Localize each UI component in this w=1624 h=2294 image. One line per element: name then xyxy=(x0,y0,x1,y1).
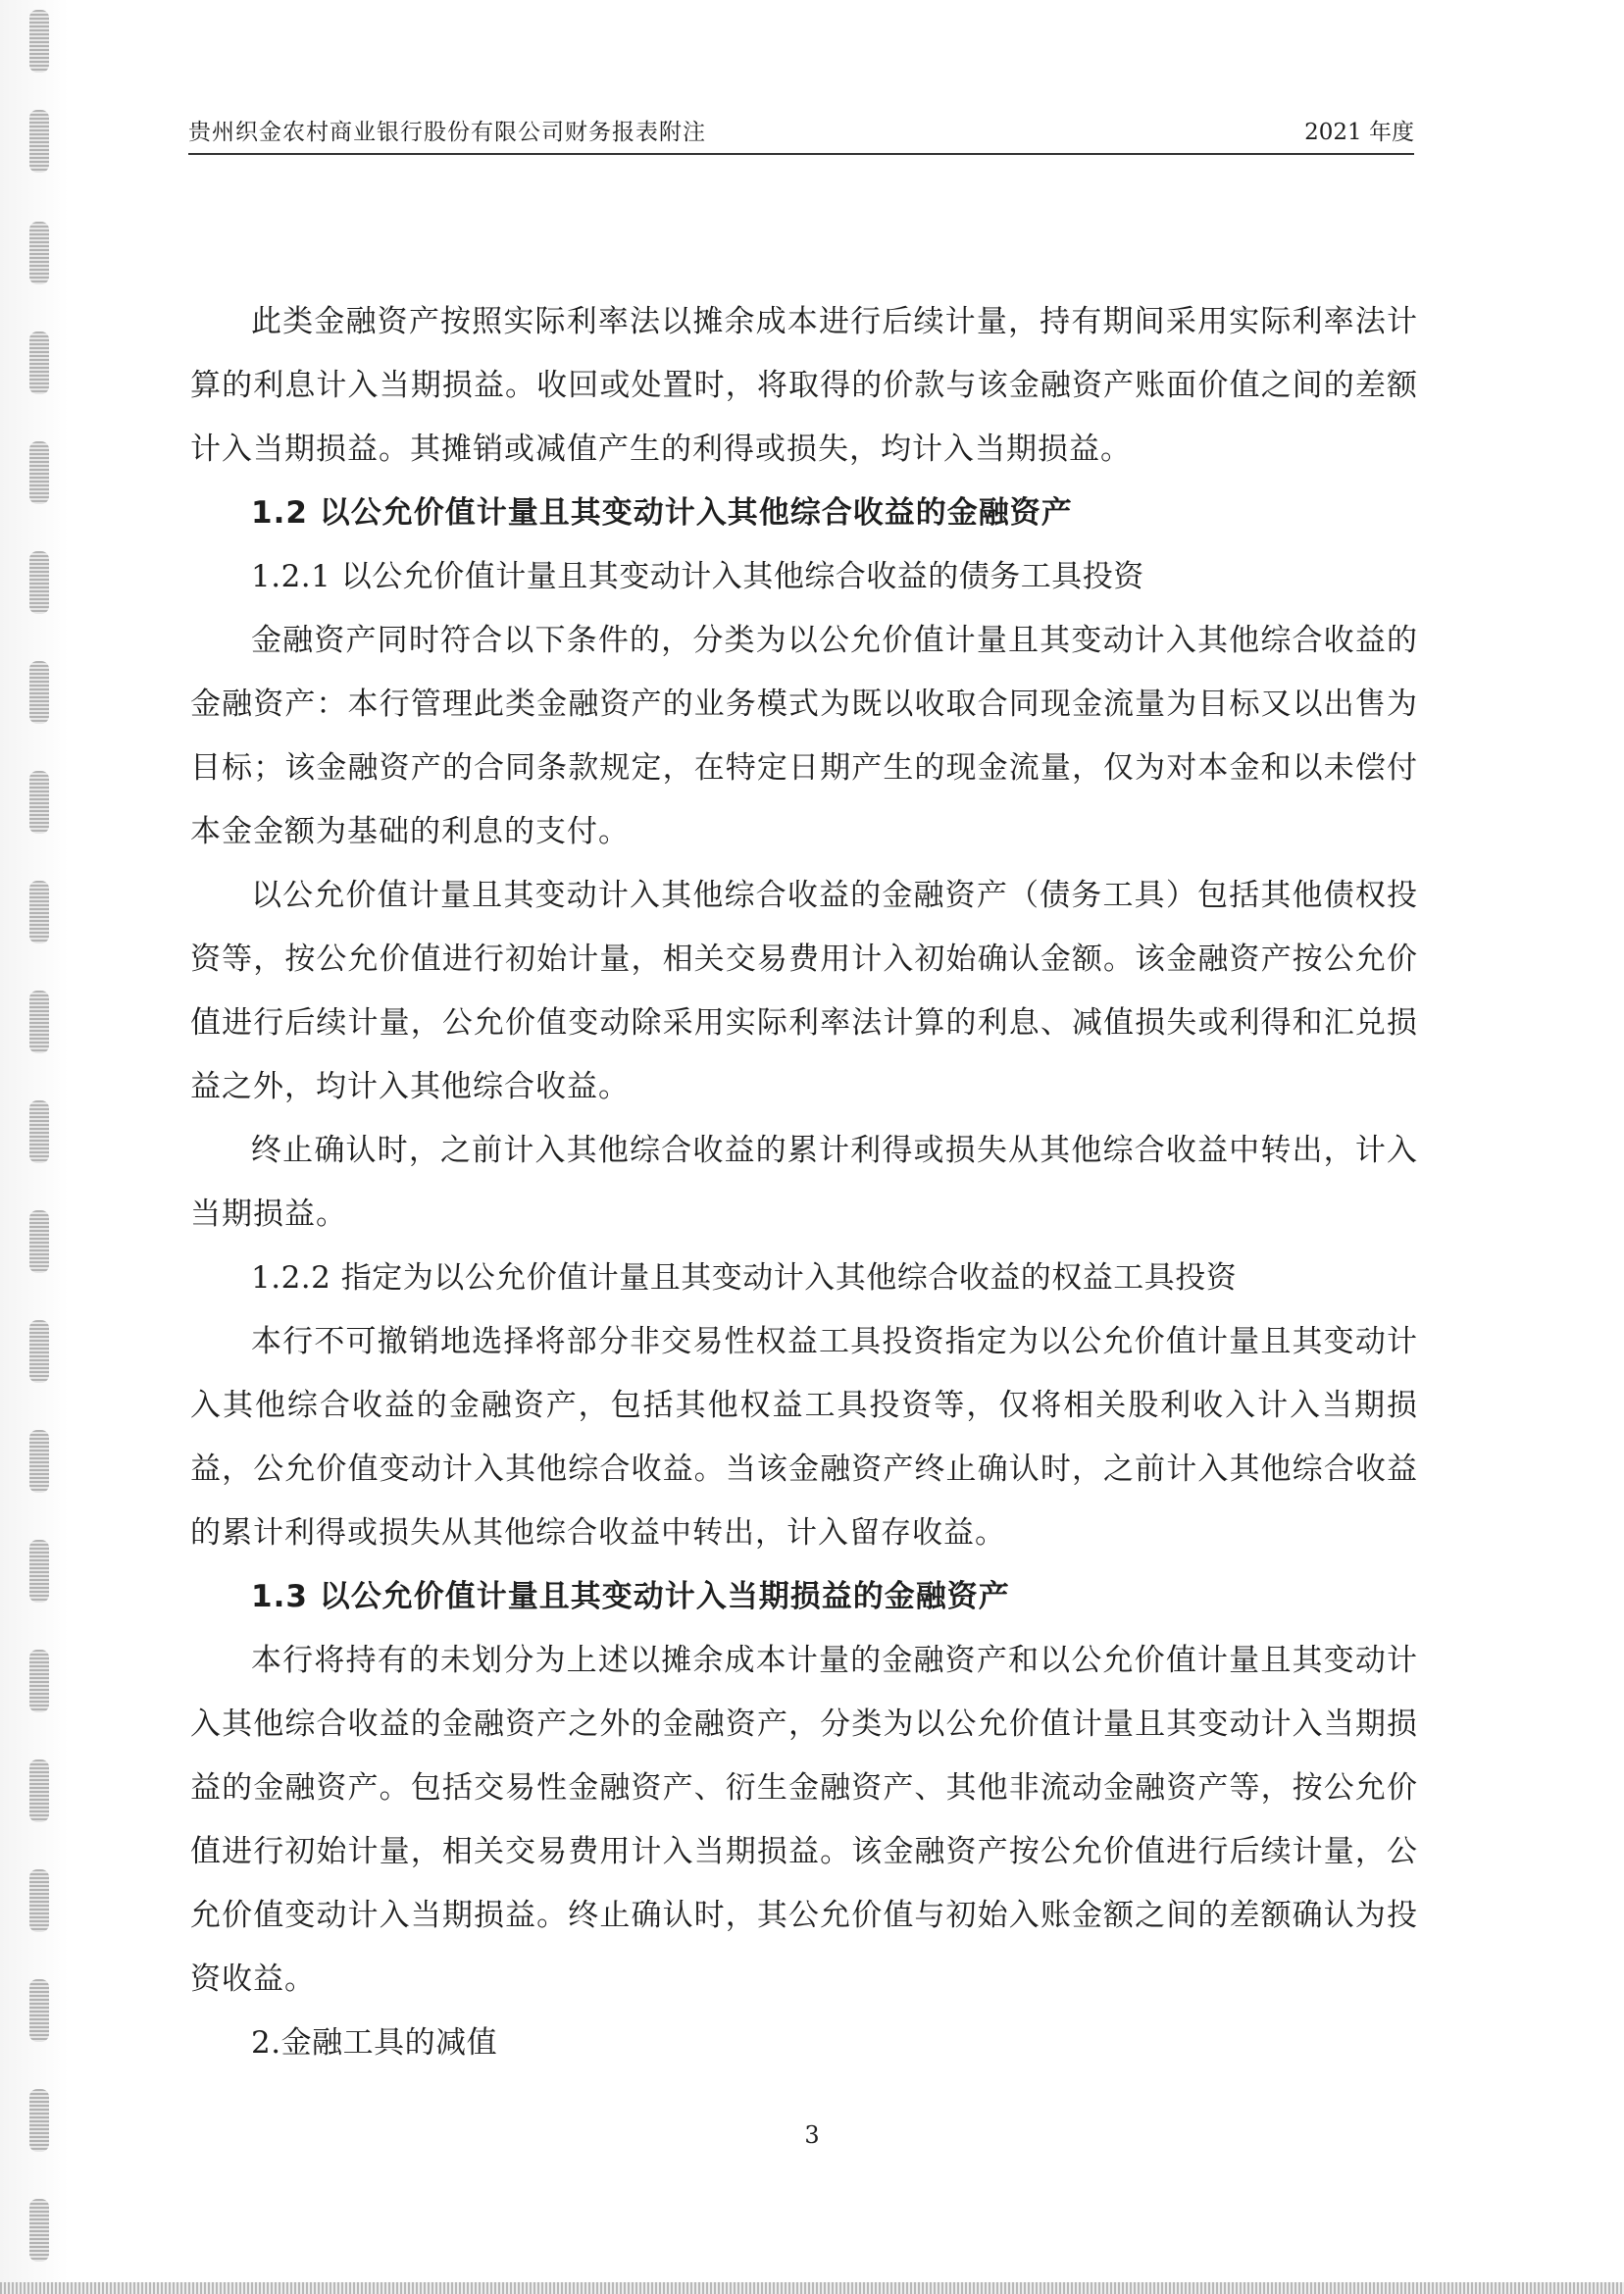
section-heading-1-3: 1.3 以公允价值计量且其变动计入当期损益的金融资产 xyxy=(251,1579,1010,1614)
document-body xyxy=(190,290,1418,2075)
paragraph-fvtpl: 本行将持有的未划分为上述以摊余成本计量的金融资产和以公允价值计量且其变动计入其他综合收益的金融资产之外的金融资产，分类为以公允价值计量且其变动计入当期损益的金融资产。包括交易性金融资产、衍生金融资产、其他非流动金融资产等，按公允价值进行初始计量，相关交易费用计入当期损益。该金融资产按公允价值进行后续计量，公允价值变动计入当期损益。终止确认时，其公允价值与初始入账金额之间的差额确认为投资收益。 xyxy=(190,1643,1418,1997)
binding-hole-decoration xyxy=(29,771,49,834)
binding-hole-decoration xyxy=(29,1650,49,1712)
binding-hole-decoration xyxy=(29,222,49,284)
binding-hole-decoration xyxy=(29,1100,49,1163)
document-title: 贵州织金农村商业银行股份有限公司财务报表附注 xyxy=(188,120,706,145)
binding-hole-decoration xyxy=(29,1540,49,1603)
paragraph-fvoci-debt-measurement: 以公允价值计量且其变动计入其他综合收益的金融资产（债务工具）包括其他债权投资等，按公允价值进行初始计量，相关交易费用计入初始确认金额。该金融资产按公允价值进行后续计量，公允价值变动除采用实际利率法计算的利息、减值损失或利得和汇兑损益之外，均计入其他综合收益。 xyxy=(190,878,1418,1104)
page-header xyxy=(188,114,1414,155)
paragraph-fvoci-classification: 金融资产同时符合以下条件的，分类为以公允价值计量且其变动计入其他综合收益的金融资产：本行管理此类金融资产的业务模式为既以收取合同现金流量为目标又以出售为目标；该金融资产的合同条款规定，在特定日期产生的现金流量，仅为对本金和以未偿付本金金额为基础的利息的支付。 xyxy=(190,623,1418,849)
page-number: 3 xyxy=(804,2121,820,2149)
binding-hole-decoration xyxy=(29,10,49,73)
binding-hole-decoration xyxy=(29,991,49,1053)
binding-hole-decoration xyxy=(29,1979,49,2042)
paragraph-amortized-cost-measurement: 此类金融资产按照实际利率法以摊余成本进行后续计量，持有期间采用实际利率法计算的利息计入当期损益。收回或处置时，将取得的价款与该金融资产账面价值之间的差额计入当期损益。其摊销或减值产生的利得或损失，均计入当期损益。 xyxy=(190,304,1418,467)
section-heading-1-2-1: 1.2.1 以公允价值计量且其变动计入其他综合收益的债务工具投资 xyxy=(251,559,1144,594)
paragraph-fvoci-equity: 本行不可撤销地选择将部分非交易性权益工具投资指定为以公允价值计量且其变动计入其他综合收益的金融资产，包括其他权益工具投资等，仅将相关股利收入计入当期损益，公允价值变动计入其他综合收益。当该金融资产终止确认时，之前计入其他综合收益的累计利得或损失从其他综合收益中转出，计入留存收益。 xyxy=(190,1324,1418,1551)
binding-hole-decoration xyxy=(29,110,49,173)
binding-hole-decoration xyxy=(29,1320,49,1383)
binding-hole-decoration xyxy=(29,1759,49,1822)
section-heading-2: 2.金融工具的减值 xyxy=(251,2025,498,2061)
section-heading-1-2: 1.2 以公允价值计量且其变动计入其他综合收益的金融资产 xyxy=(251,495,1073,531)
binding-hole-decoration xyxy=(29,661,49,724)
binding-hole-decoration xyxy=(29,881,49,943)
report-year: 2021 年度 xyxy=(1304,120,1414,145)
paragraph-derecognition: 终止确认时，之前计入其他综合收益的累计利得或损失从其他综合收益中转出，计入当期损益。 xyxy=(190,1133,1418,1232)
binding-hole-decoration xyxy=(29,441,49,504)
binding-hole-decoration xyxy=(29,1210,49,1273)
binding-hole-decoration xyxy=(29,331,49,394)
binding-hole-decoration xyxy=(29,2199,49,2262)
scan-bottom-edge xyxy=(0,2282,1624,2294)
section-heading-1-2-2: 1.2.2 指定为以公允价值计量且其变动计入其他综合收益的权益工具投资 xyxy=(251,1260,1238,1296)
binding-hole-decoration xyxy=(29,1869,49,1932)
binding-hole-decoration xyxy=(29,1430,49,1493)
binding-hole-decoration xyxy=(29,551,49,614)
